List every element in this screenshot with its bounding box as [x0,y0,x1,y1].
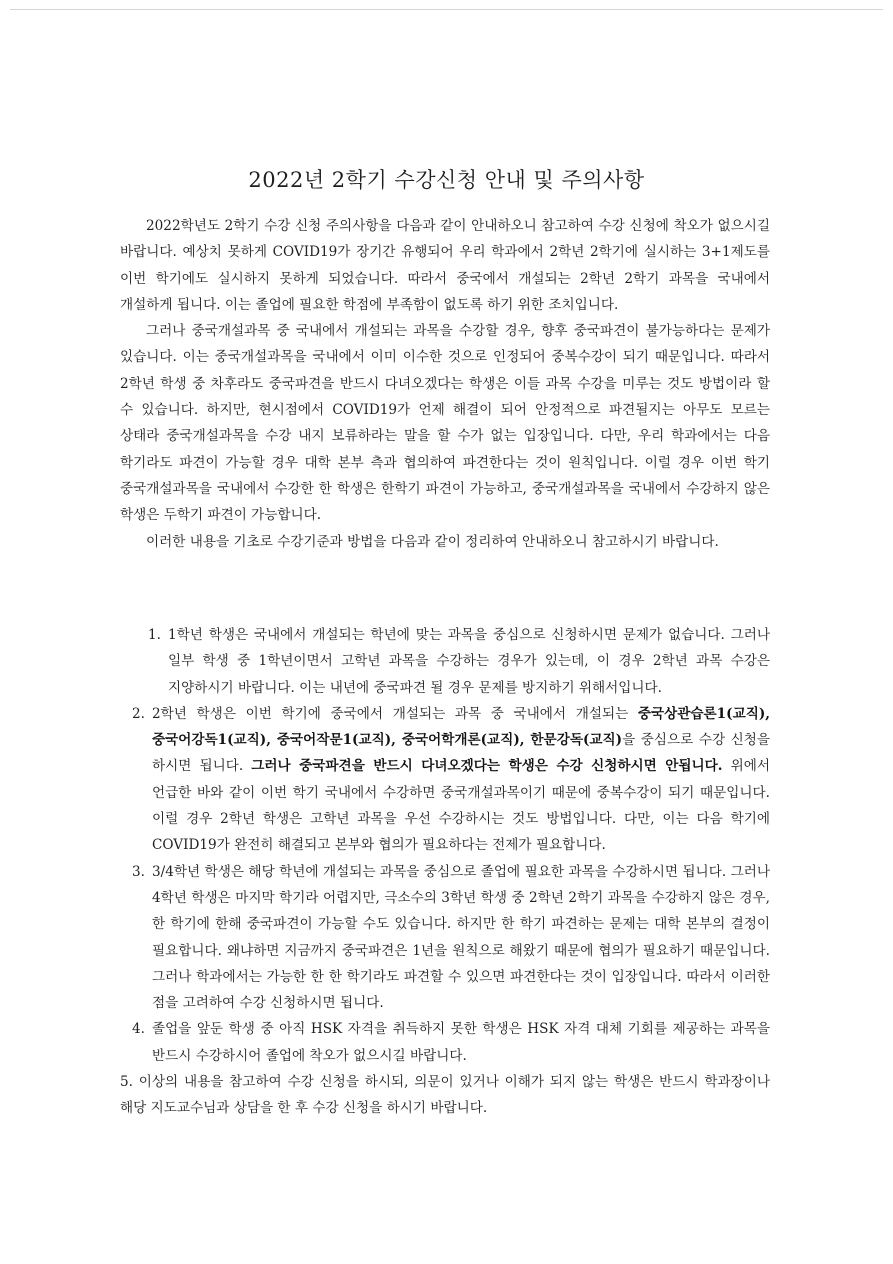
note-text-part: 2학년 학생은 이번 학기에 중국에서 개설되는 과목 중 국내에서 개설되는 [152,705,638,722]
note-item-3 [120,859,770,1017]
note-text-part: 위에서 언급한 바와 같이 이번 학기 국내에서 수강하면 중국개설과목이기 때문에 중복수강이 되기 때문입니다. 이럴 경우 2학년 학생은 고학년 과목을 우선 수강하시는 것도 방법입니다. 다만, 이는 다음 학기에 COVID19가 완전히 해결되고 본부와 협의가 필요하다는 전제가 필요합니다. [152,758,771,854]
note-number: 4. [132,1021,145,1038]
note-item-4 [120,1016,770,1069]
warning-emphasis: 그러나 중국파견을 반드시 다녀오겠다는 학생은 수강 신청하시면 안됩니다. [251,758,723,775]
document-title: 2022년 2학기 수강신청 안내 및 주의사항 [248,168,645,192]
notes-list [120,622,770,1122]
note-number: 3. [132,863,145,880]
note-text: 3/4학년 학생은 해당 학년에 개설되는 과목을 중심으로 졸업에 필요한 과목을 수강하시면 됩니다. 그러나 4학년 학생은 마지막 학기라 어렵지만, 극소수의 3학년 학생 중 2학년 2학기 과목을 수강하지 않은 경우, 한 학기에 한해 중국파견이 가능할 수도 있습니다. 하지만 한 학기 파견하는 문제는 대학 본부의 결정이 필요합니다. 왜냐하면 지금까지 중국파견은 1년을 원칙으로 해왔기 때문에 협의가 필요하기 때문입니다. 그러나 학과에서는 가능한 한 한 학기라도 파견할 수 있으면 파견한다는 것이 입장입니다. 따라서 이러한 점을 고려하여 수강 신청하시면 됩니다. [152,863,770,1012]
note-item-1 [120,622,770,701]
note-text [152,701,770,859]
note-text: 졸업을 앞둔 학생 중 아직 HSK 자격을 취득하지 못한 학생은 HSK 자격 대체 기회를 제공하는 과목을 반드시 수강하시어 졸업에 착오가 없으시길 바랍니다. [152,1021,770,1064]
intro-paragraph-1: 2022학년도 2학기 수강 신청 주의사항을 다음과 같이 안내하오니 참고하여 수강 신청에 착오가 없으시길 바랍니다. 예상치 못하게 COVID19가 장기간 유행되어 우리 학과에서 2학년 2학기에 실시하는 3+1제도를 이번 학기에도 실시하지 못하게 되었습니다. 따라서 중국에서 개설되는 2학년 2학기 과목을 국내에서 개설하게 됩니다. 이는 졸업에 필요한 학점에 부족함이 없도록 하기 위한 조치입니다. [120,218,770,313]
note-text-part: 을 중심으로 수강 신청을 하시면 됩니다. [152,732,771,775]
note-item-2 [120,701,770,859]
intro-paragraph-3: 이러한 내용을 기초로 수강기준과 방법을 다음과 같이 정리하여 안내하오니 참고하시기 바랍니다. [146,533,719,550]
intro-section [120,213,770,555]
note-number: 2. [132,705,145,722]
course-list-emphasis: 중국상관습론1(교직), 중국어강독1(교직), 중국어작문1(교직), 중국어학개론(교직), 한문강독(교직) [152,705,770,749]
note-text: 1학년 학생은 국내에서 개설되는 학년에 맞는 과목을 중심으로 신청하시면 문제가 없습니다. 그러나 일부 학생 중 1학년이면서 고학년 과목을 수강하는 경우가 있는데, 이 경우 2학년 과목 수강은 지양하시기 바랍니다. 이는 내년에 중국파견 될 경우 문제를 방지하기 위해서입니다. [168,627,770,696]
note-number: 5. [120,1074,139,1091]
note-item-5 [120,1069,770,1122]
note-number: 1. [148,627,161,643]
note-text: 이상의 내용을 참고하여 수강 신청을 하시되, 의문이 있거나 이해가 되지 않는 학생은 반드시 학과장이나 해당 지도교수님과 상담을 한 후 수강 신청을 하시기 바랍니다. [120,1074,770,1117]
intro-paragraph-2: 그러나 중국개설과목 중 국내에서 개설되는 과목을 수강할 경우, 향후 중국파견이 불가능하다는 문제가 있습니다. 이는 중국개설과목을 국내에서 이미 이수한 것으로 인정되어 중복수강이 되기 때문입니다. 따라서 2학년 학생 중 차후라도 중국파견을 반드시 다녀오겠다는 학생은 이들 과목 수강을 미루는 것도 방법이라 할 수 있습니다. 하지만, 현시점에서 COVID19가 언제 해결이 되어 안정적으로 파견될지는 아무도 모르는 상태라 중국개설과목을 수강 내지 보류하라는 말을 할 수가 없는 입장입니다. 다만, 우리 학과에서는 다음 학기라도 파견이 가능할 경우 대학 본부 측과 협의하여 파견한다는 것이 원칙입니다. 이럴 경우 이번 학기 중국개설과목을 국내에서 수강한 한 학생은 한학기 파견이 가능하고, 중국개설과목을 국내에서 수강하지 않은 학생은 두학기 파견이 가능합니다. [120,323,770,524]
